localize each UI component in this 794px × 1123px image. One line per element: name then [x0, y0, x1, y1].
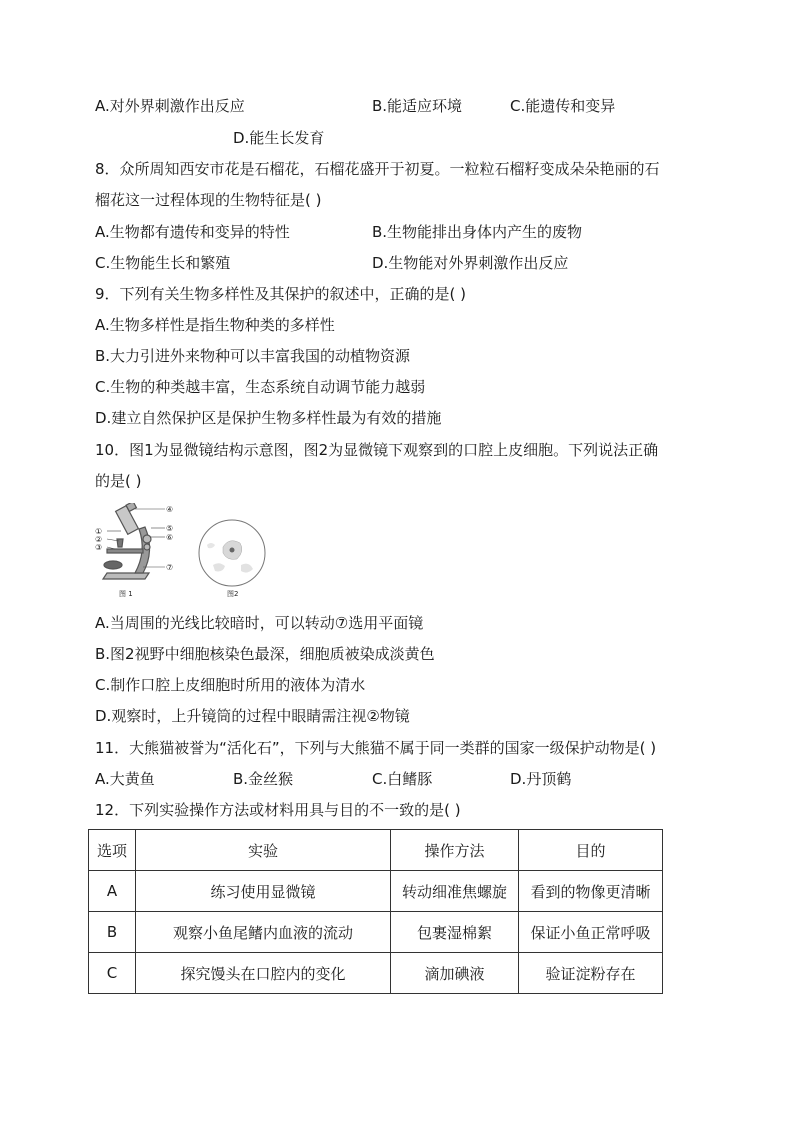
header-purpose: 目的 — [519, 830, 663, 871]
q7-option-d: D.能生长发育 — [233, 129, 325, 147]
header-experiment: 实验 — [136, 830, 391, 871]
q7-option-a: A.对外界刺激作出反应 — [95, 97, 245, 115]
q12-stem: 12．下列实验操作方法或材料用具与目的不一致的是( ) — [95, 801, 461, 819]
q9-option-d: D.建立自然保护区是保护生物多样性最为有效的措施 — [95, 409, 442, 427]
label-7: ⑦ — [166, 563, 174, 572]
q10-option-b: B.图2视野中细胞核染色最深，细胞质被染成淡黄色 — [95, 645, 435, 663]
cell-purpose: 保证小鱼正常呼吸 — [519, 912, 663, 953]
q8-stem-line2: 榴花这一过程体现的生物特征是( ) — [95, 191, 322, 209]
q9-stem: 9．下列有关生物多样性及其保护的叙述中，正确的是( ) — [95, 285, 467, 303]
microscope-figure — [95, 503, 275, 600]
label-4: ④ — [166, 505, 174, 514]
table-row — [89, 871, 663, 912]
cell-experiment: 练习使用显微镜 — [136, 871, 391, 912]
q11-option-d: D.丹顶鹤 — [510, 770, 572, 788]
q9-option-c: C.生物的种类越丰富，生态系统自动调节能力越弱 — [95, 378, 426, 396]
q8-option-d: D.生物能对外界刺激作出反应 — [372, 254, 569, 272]
cell-method: 包裹湿棉絮 — [391, 912, 519, 953]
cell-method: 滴加碘液 — [391, 953, 519, 994]
fig1-caption: 图 1 — [119, 590, 133, 598]
table-row — [89, 912, 663, 953]
q10-option-a: A.当周围的光线比较暗时，可以转动⑦选用平面镜 — [95, 614, 424, 632]
table-row — [89, 953, 663, 994]
q9-option-a: A.生物多样性是指生物种类的多样性 — [95, 316, 335, 334]
q8-stem-line1: 8．众所周知西安市花是石榴花，石榴花盛开于初夏。一粒粒石榴籽变成朵朵艳丽的石 — [95, 160, 660, 178]
cell-experiment: 探究馒头在口腔内的变化 — [136, 953, 391, 994]
q10-stem-line2: 的是( ) — [95, 472, 142, 490]
cell-method: 转动细准焦螺旋 — [391, 871, 519, 912]
q11-stem: 11．大熊猫被誉为“活化石”，下列与大熊猫不属于同一类群的国家一级保护动物是( ) — [95, 739, 657, 757]
q8-option-b: B.生物能排出身体内产生的废物 — [372, 223, 583, 241]
microscope-diagram — [103, 503, 151, 579]
q10-stem-line1: 10．图1为显微镜结构示意图，图2为显微镜下观察到的口腔上皮细胞。下列说法正确 — [95, 441, 659, 459]
q10-option-d: D.观察时，上升镜筒的过程中眼睛需注视②物镜 — [95, 707, 410, 725]
cell-view — [199, 520, 265, 586]
label-1: ① — [95, 527, 103, 536]
q11-option-b: B.金丝猴 — [233, 770, 294, 788]
microscope-label-lines — [107, 509, 165, 567]
cell-experiment: 观察小鱼尾鳍内血液的流动 — [136, 912, 391, 953]
q10-option-c: C.制作口腔上皮细胞时所用的液体为清水 — [95, 676, 366, 694]
fig2-caption: 图2 — [227, 590, 239, 598]
q11-option-a: A.大黄鱼 — [95, 770, 155, 788]
table-header-row — [89, 830, 663, 871]
q7-option-b: B.能适应环境 — [372, 97, 463, 115]
q7-option-c: C.能遗传和变异 — [510, 97, 616, 115]
header-option: 选项 — [89, 830, 136, 871]
label-2: ② — [95, 535, 103, 544]
label-5: ⑤ — [166, 524, 174, 533]
q11-option-c: C.白鳍豚 — [372, 770, 433, 788]
q8-option-a: A.生物都有遗传和变异的特性 — [95, 223, 290, 241]
label-3: ③ — [95, 543, 103, 552]
q9-option-b: B.大力引进外来物种可以丰富我国的动植物资源 — [95, 347, 411, 365]
cell-option: C — [89, 953, 136, 994]
experiment-table — [88, 829, 663, 994]
cell-option: B — [89, 912, 136, 953]
label-6: ⑥ — [166, 533, 174, 542]
header-method: 操作方法 — [391, 830, 519, 871]
q8-option-c: C.生物能生长和繁殖 — [95, 254, 231, 272]
cell-purpose: 验证淀粉存在 — [519, 953, 663, 994]
cell-purpose: 看到的物像更清晰 — [519, 871, 663, 912]
cell-option: A — [89, 871, 136, 912]
